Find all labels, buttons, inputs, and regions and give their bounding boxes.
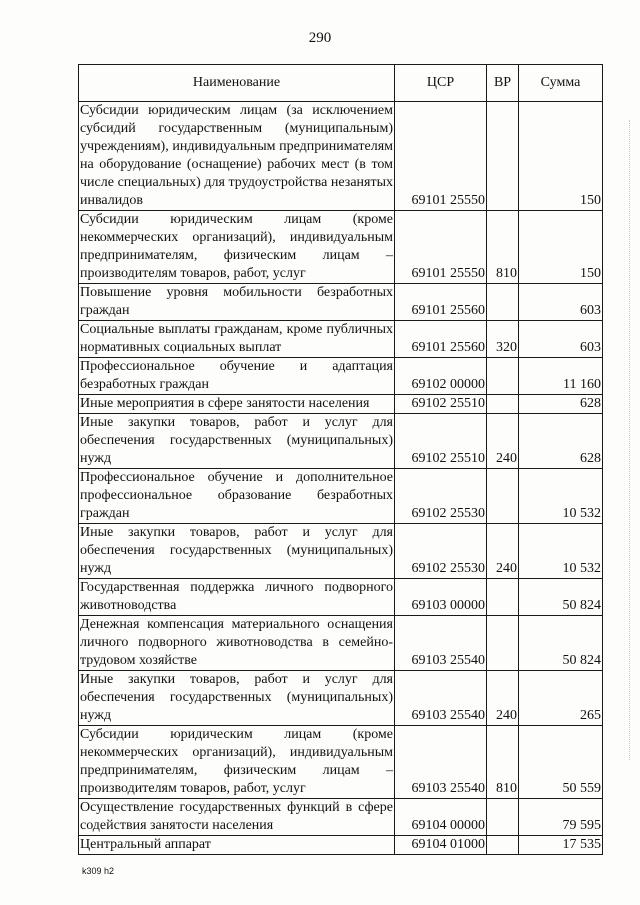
row-name: Социальные выплаты гражданам, кроме публичных нормативных социальных выплат	[79, 321, 395, 358]
row-csr: 69102 25510	[395, 395, 487, 414]
row-sum: 11 160	[519, 358, 603, 395]
row-csr: 69101 25560	[395, 284, 487, 321]
row-vr	[487, 358, 519, 395]
row-csr: 69101 25550	[395, 102, 487, 211]
row-csr: 69103 00000	[395, 579, 487, 616]
row-sum: 628	[519, 395, 603, 414]
row-name: Повышение уровня мобильности безработных граждан	[79, 284, 395, 321]
row-csr: 69103 25540	[395, 726, 487, 799]
table-row	[79, 395, 603, 414]
row-name: Иные закупки товаров, работ и услуг для обеспечения государственных (муниципальных) нужд	[79, 524, 395, 579]
row-sum: 628	[519, 414, 603, 469]
row-vr	[487, 284, 519, 321]
row-name: Денежная компенсация материального оснащения личного подворного животноводства в семейно-трудовом хозяйстве	[79, 616, 395, 671]
row-vr	[487, 469, 519, 524]
table-row	[79, 469, 603, 524]
margin-marks	[629, 120, 634, 760]
row-csr: 69103 25540	[395, 671, 487, 726]
row-vr: 240	[487, 524, 519, 579]
row-sum: 50 824	[519, 579, 603, 616]
budget-table	[78, 64, 603, 855]
row-name: Профессиональное обучение и адаптация безработных граждан	[79, 358, 395, 395]
row-csr: 69101 25560	[395, 321, 487, 358]
row-vr: 240	[487, 414, 519, 469]
row-vr: 240	[487, 671, 519, 726]
page-number: 290	[308, 30, 332, 46]
row-csr: 69102 25510	[395, 414, 487, 469]
row-sum: 10 532	[519, 469, 603, 524]
row-vr	[487, 102, 519, 211]
row-name: Иные закупки товаров, работ и услуг для обеспечения государственных (муниципальных) нужд	[79, 414, 395, 469]
table-row	[79, 799, 603, 836]
row-vr	[487, 616, 519, 671]
row-sum: 150	[519, 102, 603, 211]
row-sum: 265	[519, 671, 603, 726]
row-vr	[487, 836, 519, 855]
table-row	[79, 671, 603, 726]
row-csr: 69102 25530	[395, 524, 487, 579]
table-row	[79, 358, 603, 395]
header-name: Наименование	[79, 65, 395, 102]
row-name: Субсидии юридическим лицам (кроме некоммерческих организаций), индивидуальным предпринимателям, физическим лицам – производителям товаров, работ, услуг	[79, 211, 395, 284]
row-name: Центральный аппарат	[79, 836, 395, 855]
row-name: Государственная поддержка личного подворного животноводства	[79, 579, 395, 616]
row-csr: 69102 00000	[395, 358, 487, 395]
header-sum: Сумма	[519, 65, 603, 102]
row-sum: 603	[519, 284, 603, 321]
row-name: Иные мероприятия в сфере занятости населения	[79, 395, 395, 414]
footer-code: k309 h2	[82, 866, 115, 876]
row-csr: 69102 25530	[395, 469, 487, 524]
row-vr: 810	[487, 211, 519, 284]
row-csr: 69104 01000	[395, 836, 487, 855]
row-name: Профессиональное обучение и дополнительное профессиональное образование безработных граждан	[79, 469, 395, 524]
row-name: Субсидии юридическим лицам (кроме некоммерческих организаций), индивидуальным предпринимателям, физическим лицам – производителям товаров, работ, услуг	[79, 726, 395, 799]
row-vr: 320	[487, 321, 519, 358]
table-row	[79, 616, 603, 671]
table-row	[79, 414, 603, 469]
row-name: Иные закупки товаров, работ и услуг для обеспечения государственных (муниципальных) нужд	[79, 671, 395, 726]
row-sum: 10 532	[519, 524, 603, 579]
table-body	[79, 102, 603, 855]
header-vr: ВР	[487, 65, 519, 102]
row-vr	[487, 395, 519, 414]
row-vr	[487, 799, 519, 836]
row-csr: 69104 00000	[395, 799, 487, 836]
row-sum: 50 824	[519, 616, 603, 671]
table-row	[79, 102, 603, 211]
row-sum: 150	[519, 211, 603, 284]
table-row	[79, 284, 603, 321]
table-row	[79, 321, 603, 358]
table-row	[79, 211, 603, 284]
table-row	[79, 524, 603, 579]
row-sum: 603	[519, 321, 603, 358]
row-sum: 79 595	[519, 799, 603, 836]
row-sum: 17 535	[519, 836, 603, 855]
table-row	[79, 579, 603, 616]
table-row	[79, 726, 603, 799]
row-name: Осуществление государственных функций в сфере содействия занятости населения	[79, 799, 395, 836]
row-vr: 810	[487, 726, 519, 799]
table-header-row	[79, 65, 603, 102]
row-name: Субсидии юридическим лицам (за исключением субсидий государственным (муниципальным) учреждениям), индивидуальным предпринимателям на оборудование (оснащение) рабочих мест (в том числе специальных) для трудоустройства незанятых инвалидов	[79, 102, 395, 211]
row-csr: 69103 25540	[395, 616, 487, 671]
row-vr	[487, 579, 519, 616]
table-row	[79, 836, 603, 855]
header-csr: ЦСР	[395, 65, 487, 102]
row-sum: 50 559	[519, 726, 603, 799]
row-csr: 69101 25550	[395, 211, 487, 284]
